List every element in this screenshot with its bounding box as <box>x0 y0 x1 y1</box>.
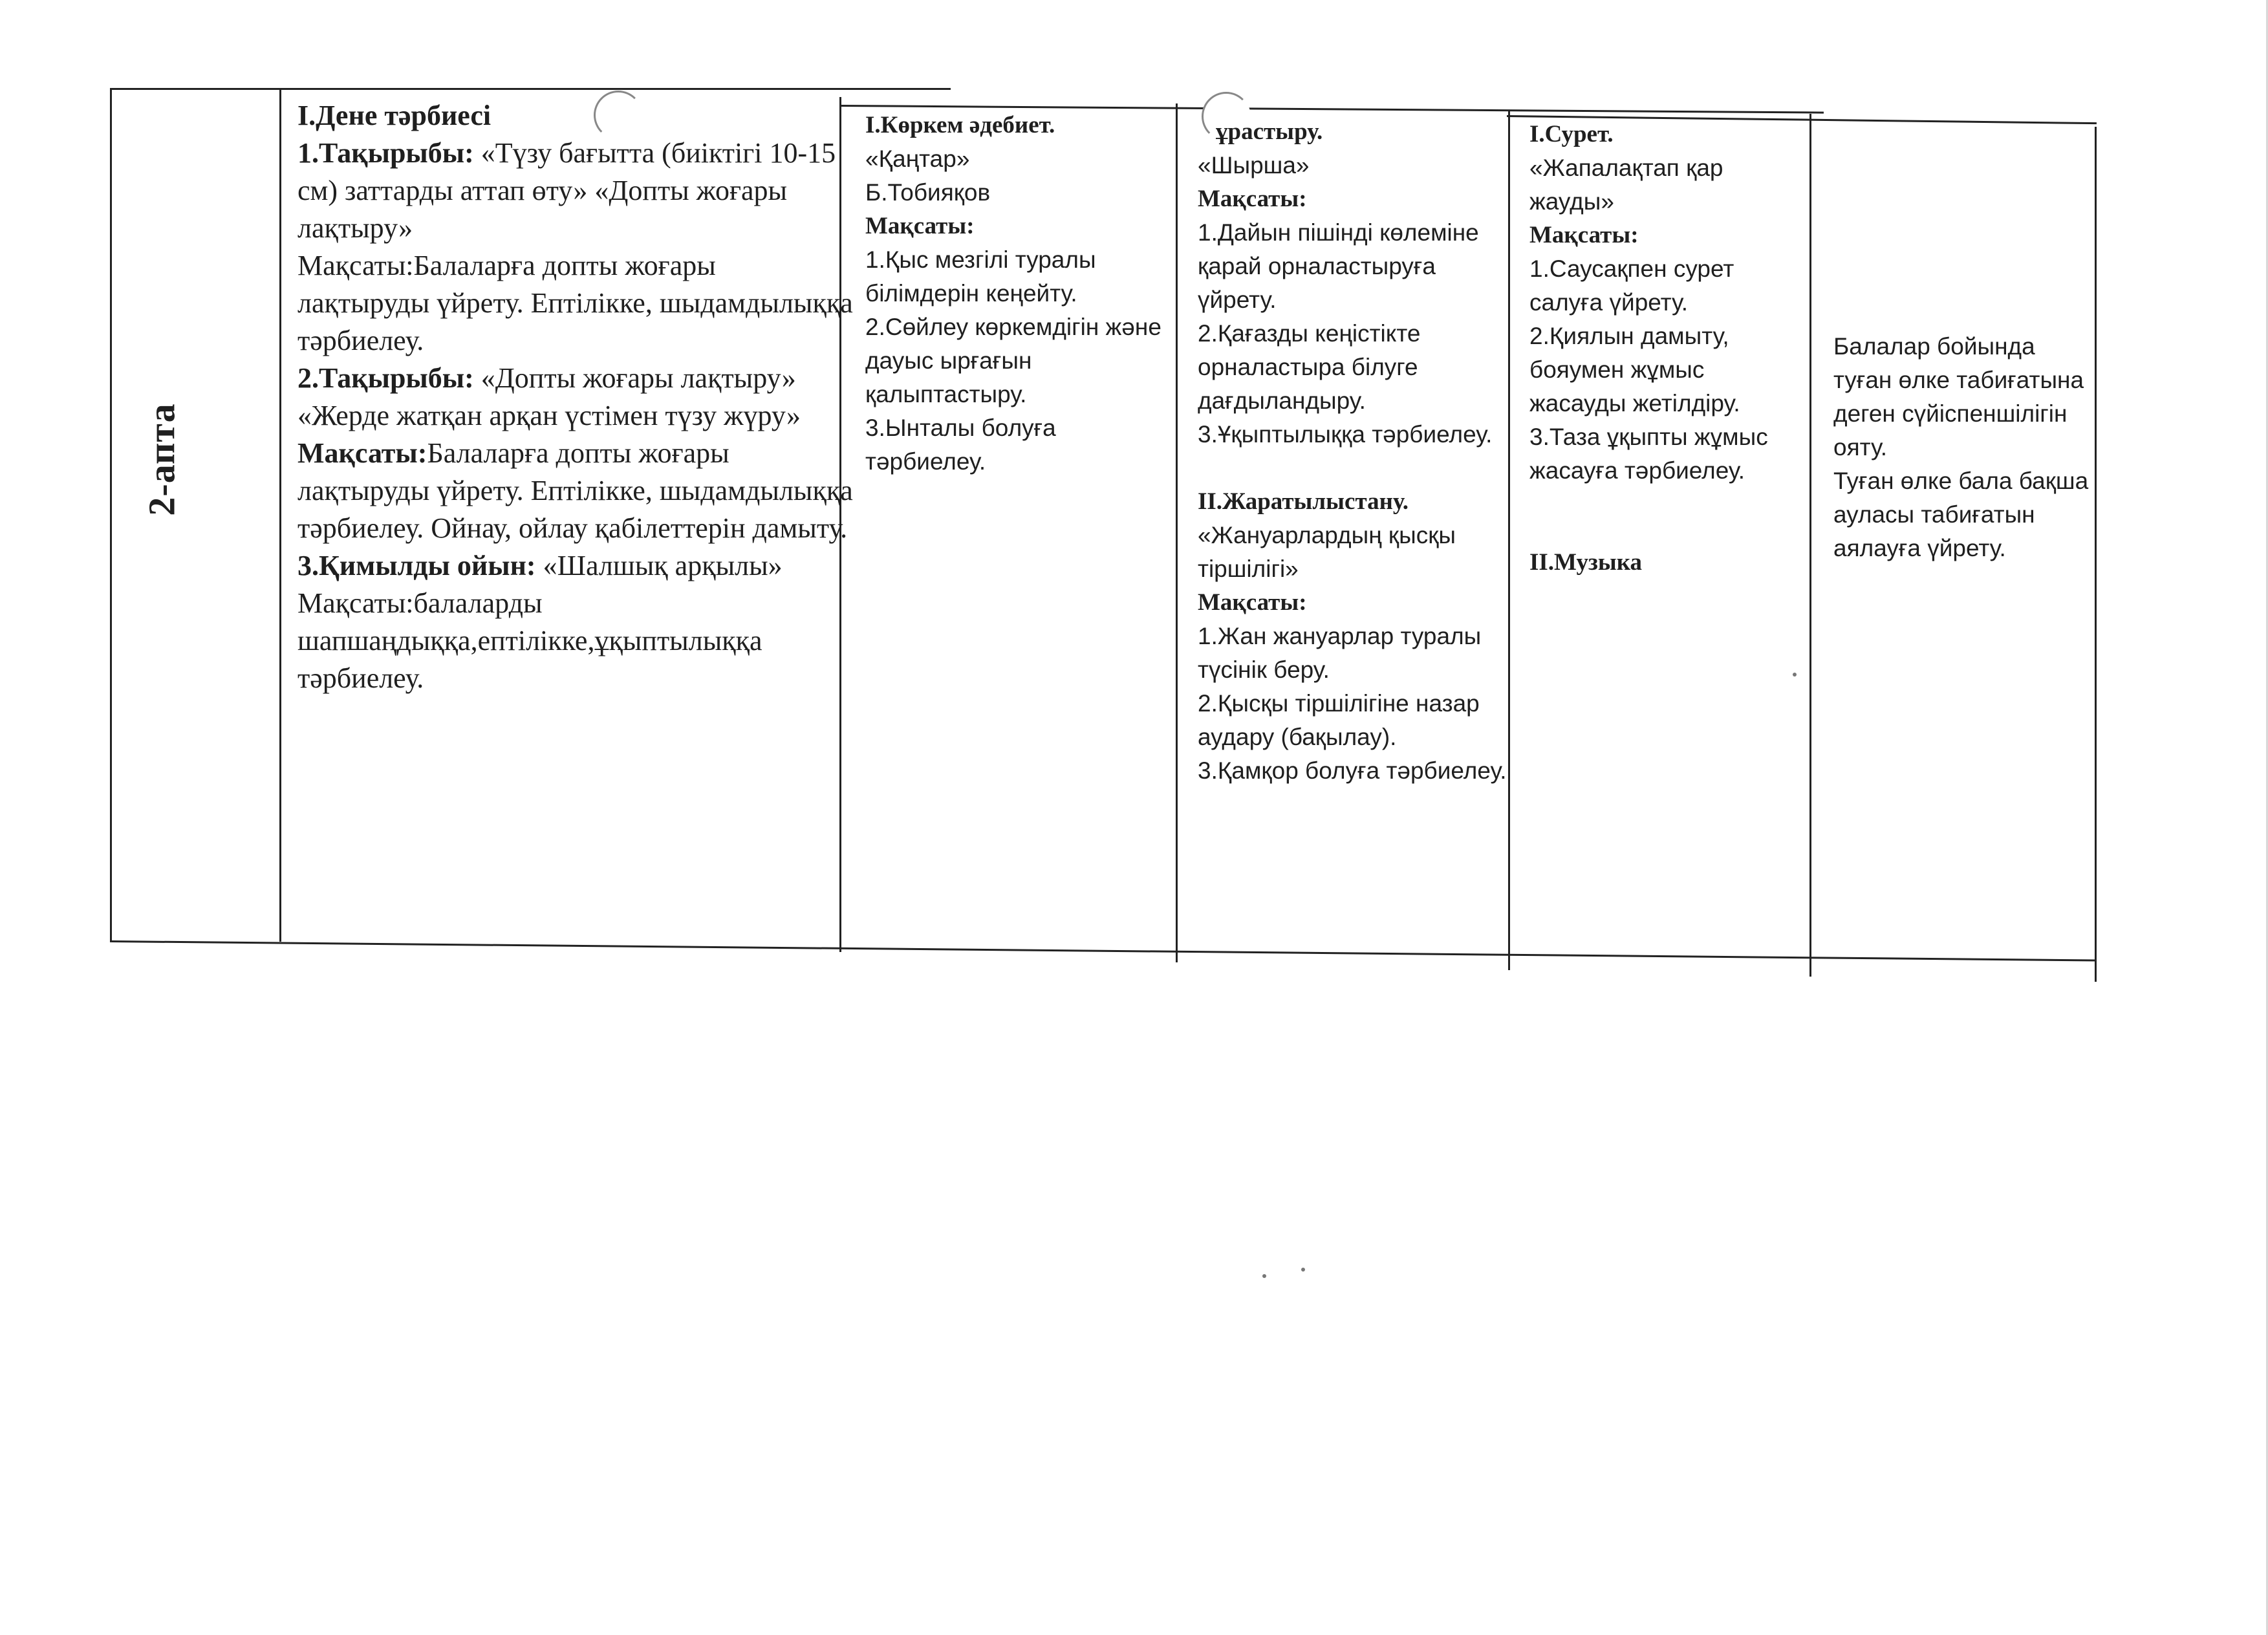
paragraph <box>297 585 854 697</box>
scan-speck <box>1301 1268 1305 1272</box>
goal-label: Мақсаты: <box>1198 186 1307 212</box>
subject-heading: І.Көркем әдебиет. <box>865 112 1055 138</box>
subject-heading: ұрастыру. <box>1216 118 1323 145</box>
cell-physical-education <box>297 97 854 697</box>
goal-item: 3.Ұқыптылыққа тәрбиелеу. <box>1198 421 1493 448</box>
topic-label: 1.Тақырыбы: <box>297 137 474 169</box>
subject-heading: ІІ.Жаратылыстану. <box>1198 488 1409 515</box>
paragraph <box>297 435 854 547</box>
subject-heading: І.Сурет. <box>1529 121 1614 147</box>
goal-item: 2.Қысқы тіршілігіне назар аудару (бақылау). <box>1198 690 1480 750</box>
title-line: «Шырша» <box>1198 152 1310 179</box>
title-line: «Жапалақтап қар жауды» <box>1529 155 1723 215</box>
goal-label: Мақсаты: <box>297 437 427 469</box>
paragraph <box>297 360 854 435</box>
note-text: Туған өлке бала бақша ауласы табиғатын аялауға үйрету. <box>1833 468 2089 561</box>
topic-label: 2.Тақырыбы: <box>297 362 474 394</box>
goal-item: 2.Қиялын дамыту, бояумен жұмыс жасауды жетілдіру. <box>1529 323 1740 417</box>
subject-heading: ІІ.Музыка <box>1529 549 1642 576</box>
week-label-text: 2-апта <box>140 402 183 516</box>
goal-item: 3.Ынталы болуға тәрбиелеу. <box>865 415 1056 475</box>
goal-label: Мақсаты: <box>865 213 975 239</box>
cell-nature-upbringing <box>1833 330 2092 565</box>
author-line: Б.Тобияқов <box>865 179 991 206</box>
goal-text: Мақсаты:балаларды шапшаңдыққа,ептілікке,ұқыптылыққа тәрбиелеу. <box>297 587 762 694</box>
paragraph <box>297 135 854 247</box>
cell-literature <box>865 109 1163 479</box>
game-label: 3.Қимылды ойын: <box>297 550 536 581</box>
spacer <box>1198 451 1508 485</box>
goal-item: 2.Қағазды кеңістікте орналастыра білуге дағдыландыру. <box>1198 320 1421 414</box>
goal-item: 1.Жан жануарлар туралы түсінік беру. <box>1198 623 1482 683</box>
column-divider <box>1508 110 1510 970</box>
topic-text: «Түзу бағытта (биіктігі 10-15 см) заттарды аттап өту» «Допты жоғары лақтыру» <box>297 137 836 244</box>
goal-item: 3.Қамқор болуға тәрбиелеу. <box>1198 757 1507 784</box>
goal-label: Мақсаты: <box>1198 589 1307 616</box>
column-divider <box>1809 114 1811 977</box>
topic-text: «Допты жоғары лақтыру» «Жерде жатқан арқан үстімен түзу жүру» <box>297 362 801 431</box>
title-line: «Жануарлардың қысқы тіршілігі» <box>1198 522 1456 582</box>
column-divider <box>279 88 281 942</box>
title-line: «Қаңтар» <box>865 146 970 172</box>
subject-heading: І.Дене тәрбиесі <box>297 100 491 131</box>
cell-construction <box>1198 115 1508 788</box>
goal-text: Балаларға допты жоғары лақтыруды үйрету. Ептілікке, шыдамдылыққа тәрбиелеу. Ойнау, ойлау қабілеттерін дамыту. <box>297 437 853 544</box>
spacer <box>1529 488 1801 546</box>
game-text: «Шалшық арқылы» <box>535 550 783 581</box>
table-bottom-border <box>110 940 2097 961</box>
table-top-border <box>110 88 951 90</box>
table-right-border <box>2095 127 2097 982</box>
goal-item: 3.Таза ұқыпты жұмыс жасауға тәрбиелеу. <box>1529 424 1768 484</box>
scan-speck <box>1793 673 1797 677</box>
column-divider <box>1176 103 1178 962</box>
goal-label: Мақсаты: <box>1529 222 1639 248</box>
paragraph <box>297 97 854 135</box>
cell-drawing <box>1529 118 1801 579</box>
paragraph <box>297 547 854 585</box>
goal-item: 1.Қыс мезгілі туралы білімдерін кеңейту. <box>865 246 1096 307</box>
scan-speck <box>1262 1274 1266 1278</box>
note-text: Балалар бойында туған өлке табиғатына деген сүйіспеншілігін ояту. <box>1833 333 2084 460</box>
goal-text: Мақсаты:Балаларға допты жоғары лақтыруды үйрету. Ептілікке, шыдамдылыққа тәрбиелеу. <box>297 250 853 356</box>
week-label <box>110 362 213 556</box>
paragraph <box>297 247 854 360</box>
goal-item: 1.Дайын пішінді көлеміне қарай орналастыруға үйрету. <box>1198 219 1479 313</box>
goal-item: 2.Сөйлеу көркемдігін және дауыс ырғағын қалыптастыру. <box>865 314 1161 407</box>
goal-item: 1.Саусақпен сурет салуға үйрету. <box>1529 255 1734 316</box>
